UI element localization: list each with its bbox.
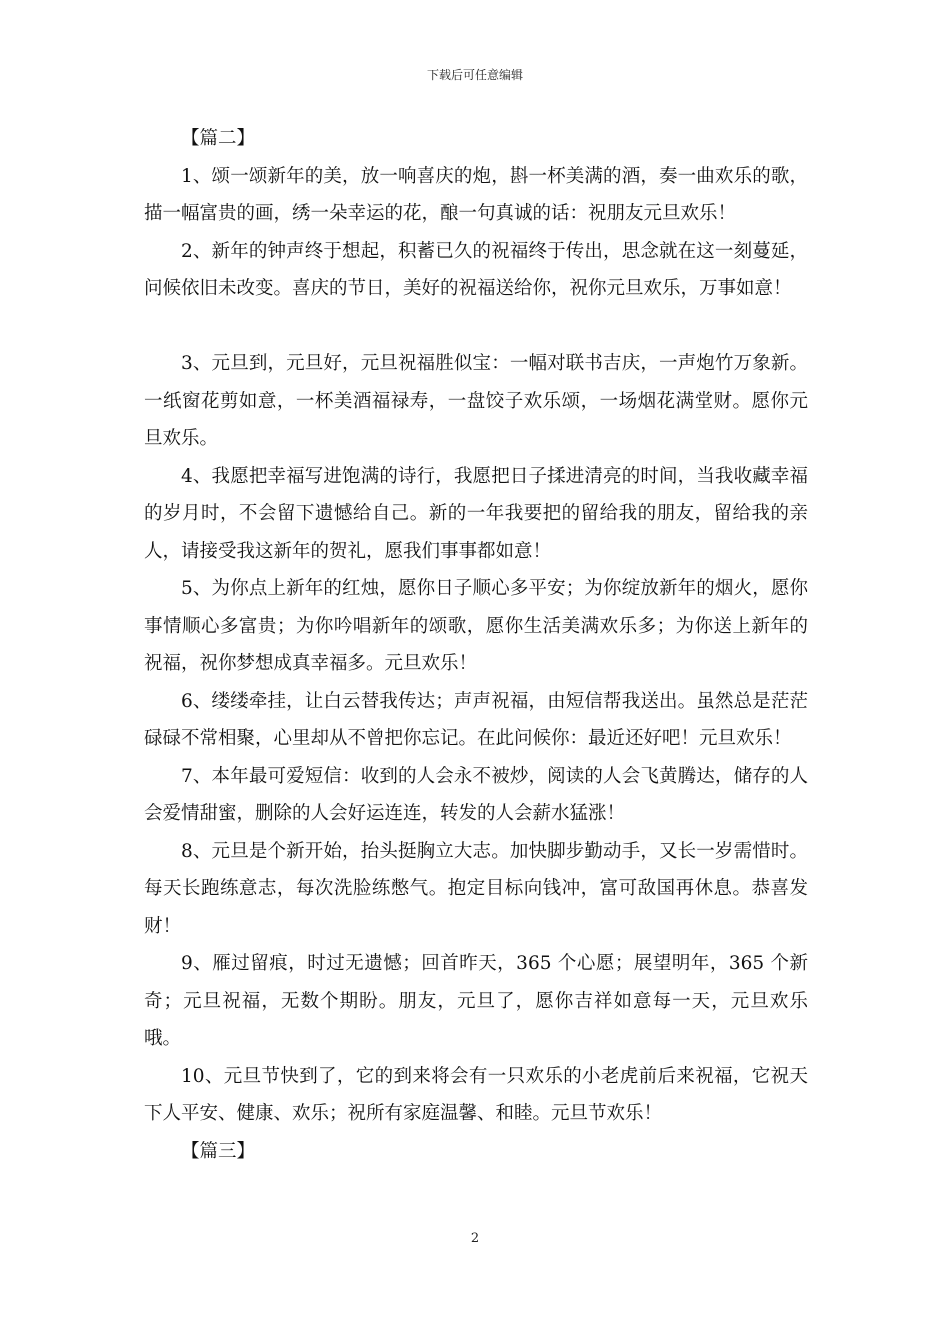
section-title-2: 【篇二】 (181, 128, 256, 149)
page-number: 2 (470, 1231, 480, 1246)
paragraph-2: 2、新年的钟声终于想起，积蓄已久的祝福终于传出，思念就在这一刻蔓延，问候依旧未改变。喜庆的节日，美好的祝福送给你，祝你元旦欢乐，万事如意！ (144, 240, 808, 299)
paragraph-10: 10、元旦节快到了，它的到来将会有一只欢乐的小老虎前后来祝福，它祝天下人平安、健康、欢乐；祝所有家庭温馨、和睦。元旦节欢乐！ (144, 1065, 808, 1124)
paragraph-1: 1、颂一颂新年的美，放一响喜庆的炮，斟一杯美满的酒，奏一曲欢乐的歌，描一幅富贵的画，绣一朵幸运的花，酿一句真诚的话：祝朋友元旦欢乐！ (144, 165, 808, 224)
paragraph-7: 7、本年最可爱短信：收到的人会永不被炒，阅读的人会飞黄腾达，储存的人会爱情甜蜜，删除的人会好运连连，转发的人会薪水猛涨！ (144, 765, 808, 824)
section-title-3: 【篇三】 (181, 1140, 256, 1162)
header-note: 下载后可任意编辑 (426, 68, 523, 82)
paragraph-9: 9、雁过留痕，时过无遗憾；回首昨天，365 个心愿；展望明年，365 个新奇；元旦祝福，无数个期盼。朋友，元旦了，愿你吉祥如意每一天，元旦欢乐哦。 (144, 953, 808, 1049)
document-body (144, 120, 808, 1170)
paragraph-8: 8、元旦是个新开始，抬头挺胸立大志。加快脚步勤动手，又长一岁需惜时。每天长跑练意志，每次洗脸练憋气。抱定目标向钱冲，富可敌国再休息。恭喜发财！ (144, 840, 808, 937)
paragraph-gap (144, 308, 808, 346)
paragraph-4: 4、我愿把幸福写进饱满的诗行，我愿把日子揉进清亮的时间，当我收藏幸福的岁月时，不会留下遗憾给自己。新的一年我要把的留给我的朋友，留给我的亲人，请接受我这新年的贺礼，愿我们事事都如意！ (144, 465, 808, 562)
paragraph-6: 6、缕缕牵挂，让白云替我传达；声声祝福，由短信帮我送出。虽然总是茫茫碌碌不常相聚，心里却从不曾把你忘记。在此问候你：最近还好吧！元旦欢乐！ (144, 690, 808, 749)
paragraph-5: 5、为你点上新年的红烛，愿你日子顺心多平安；为你绽放新年的烟火，愿你事情顺心多富贵；为你吟唱新年的颂歌，愿你生活美满欢乐多；为你送上新年的祝福，祝你梦想成真幸福多。元旦欢乐！ (144, 578, 808, 674)
paragraph-3: 3、元旦到，元旦好，元旦祝福胜似宝：一幅对联书吉庆，一声炮竹万象新。一纸窗花剪如意，一杯美酒福禄寿，一盘饺子欢乐颂，一场烟花满堂财。愿你元旦欢乐。 (144, 353, 808, 449)
